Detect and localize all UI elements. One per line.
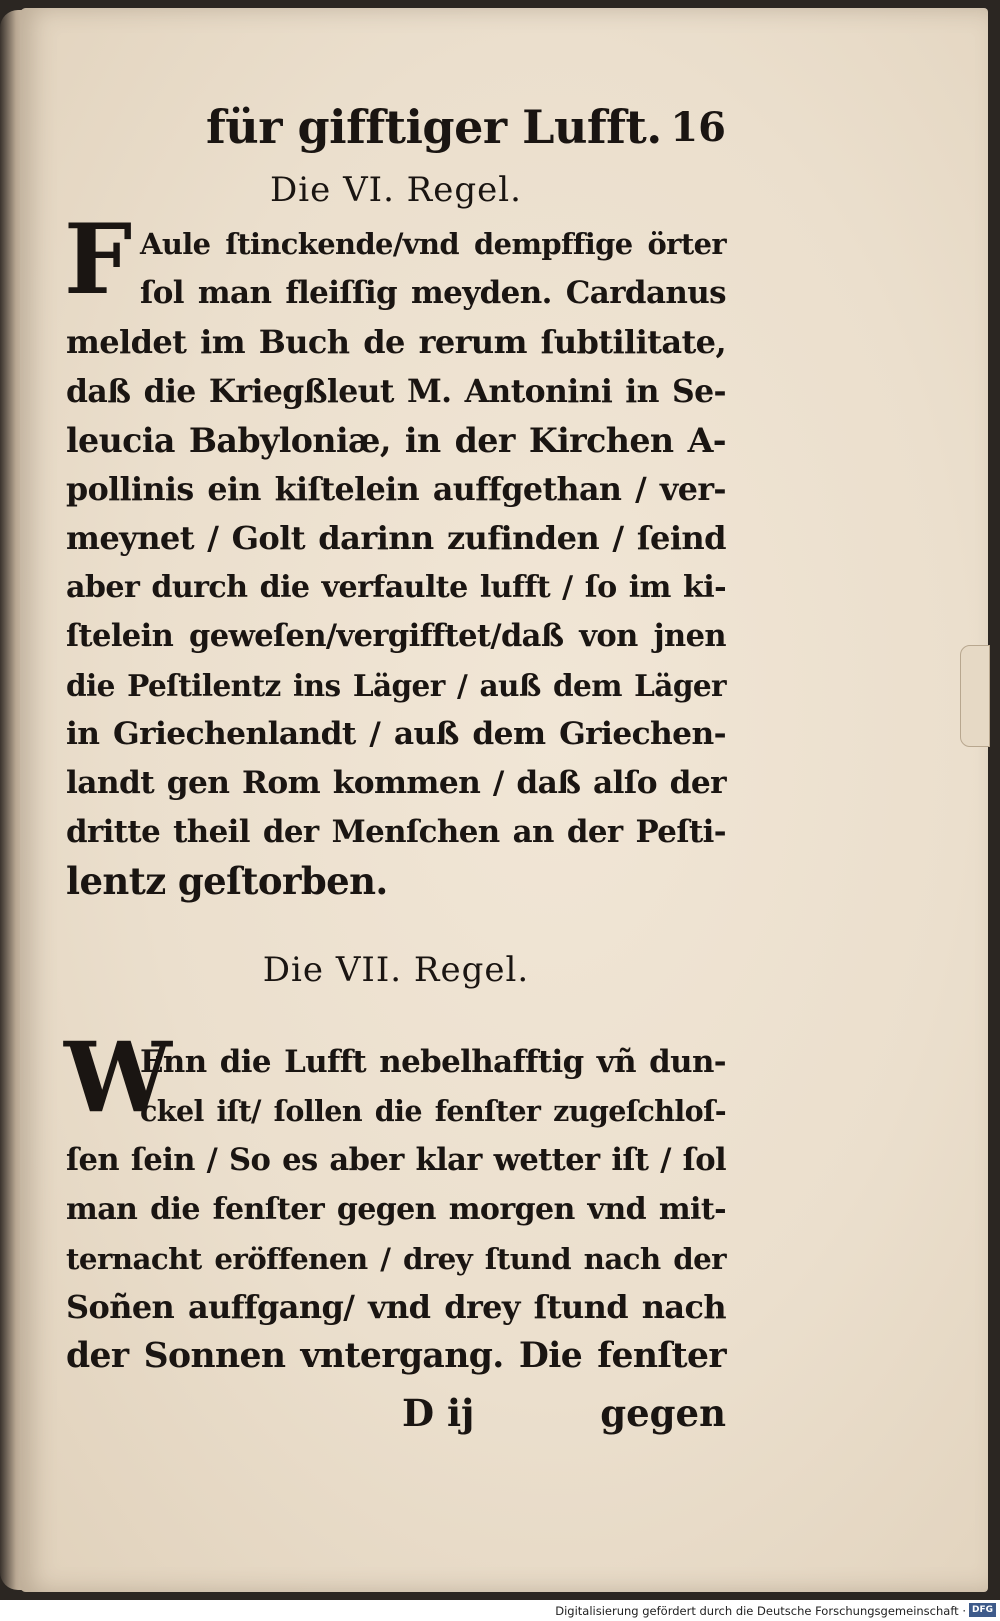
text-line: Soñen auffgang/ vnd drey ſtund nach — [66, 1288, 726, 1326]
text-line: dritte theil der Menſchen an der Peſti- — [66, 814, 726, 850]
text-line: man die fenſter gegen morgen vnd mit- — [66, 1192, 726, 1227]
page-text-block — [66, 100, 726, 1447]
text-line: leucia Babyloniæ, in der Kirchen A- — [66, 421, 726, 460]
signature-mark: D ij — [402, 1391, 475, 1435]
text-line: meynet / Golt darinn zufinden / ſeind — [66, 519, 726, 557]
page-number: 16 — [670, 104, 726, 151]
running-head — [66, 100, 726, 166]
rule-vi-paragraph — [64, 203, 726, 906]
text-line: landt gen Rom kommen / daß alſo der — [66, 765, 726, 801]
text-line: in Griechenlandt / auß dem Griechen- — [66, 716, 726, 752]
text-line: ternacht eröffenen / drey ſtund nach der — [66, 1241, 726, 1276]
catchline — [66, 1391, 726, 1447]
text-line: ſtelein geweſen/vergifftet/daß von jnen — [66, 618, 726, 654]
rule-vii-initial: W — [64, 1021, 172, 1134]
text-line: Aule ſtinckende/vnd dempffige örter — [140, 227, 726, 261]
text-line: pollinis ein kiſtelein auffgethan / ver- — [66, 471, 726, 508]
text-line: ſen ſein / So es aber klar wetter iſt / ſol — [66, 1142, 726, 1178]
text-line: lentz geſtorben. — [66, 859, 388, 903]
catchword: gegen — [600, 1391, 726, 1435]
dfg-logo: DFG — [969, 1603, 996, 1617]
running-title: für gifftiger Lufft. — [206, 100, 662, 154]
text-line: die Peſtilentz ins Läger / auß dem Läger — [66, 668, 726, 703]
footer-credit: Digitalisierung gefördert durch die Deutsche Forschungsgemeinschaft · — [555, 1604, 966, 1618]
text-line: daß die Kriegßleut M. Antonini in Se- — [66, 373, 726, 410]
text-line: ckel iſt/ ſollen die fenſter zugeſchloſ- — [140, 1094, 726, 1128]
text-line: aber durch die verfaulte lufft / ſo im ki- — [66, 570, 726, 605]
rule-vii-heading: Die VII. Regel. — [262, 950, 530, 990]
digitization-footer — [0, 1600, 1000, 1621]
page-tab-marker — [960, 645, 990, 747]
text-line: ſol man fleiſſig meyden. Cardanus — [140, 275, 726, 311]
rule-vi-initial: F — [64, 203, 132, 316]
text-line: Enn die Lufft nebelhafftig vñ dun- — [140, 1044, 726, 1080]
rule-vii-paragraph — [64, 1021, 726, 1381]
text-line: der Sonnen vntergang. Die fenſter — [66, 1336, 726, 1376]
text-line: meldet im Buch de rerum ſubtilitate, — [66, 323, 726, 361]
rule-vi-heading: Die VI. Regel. — [270, 170, 522, 210]
